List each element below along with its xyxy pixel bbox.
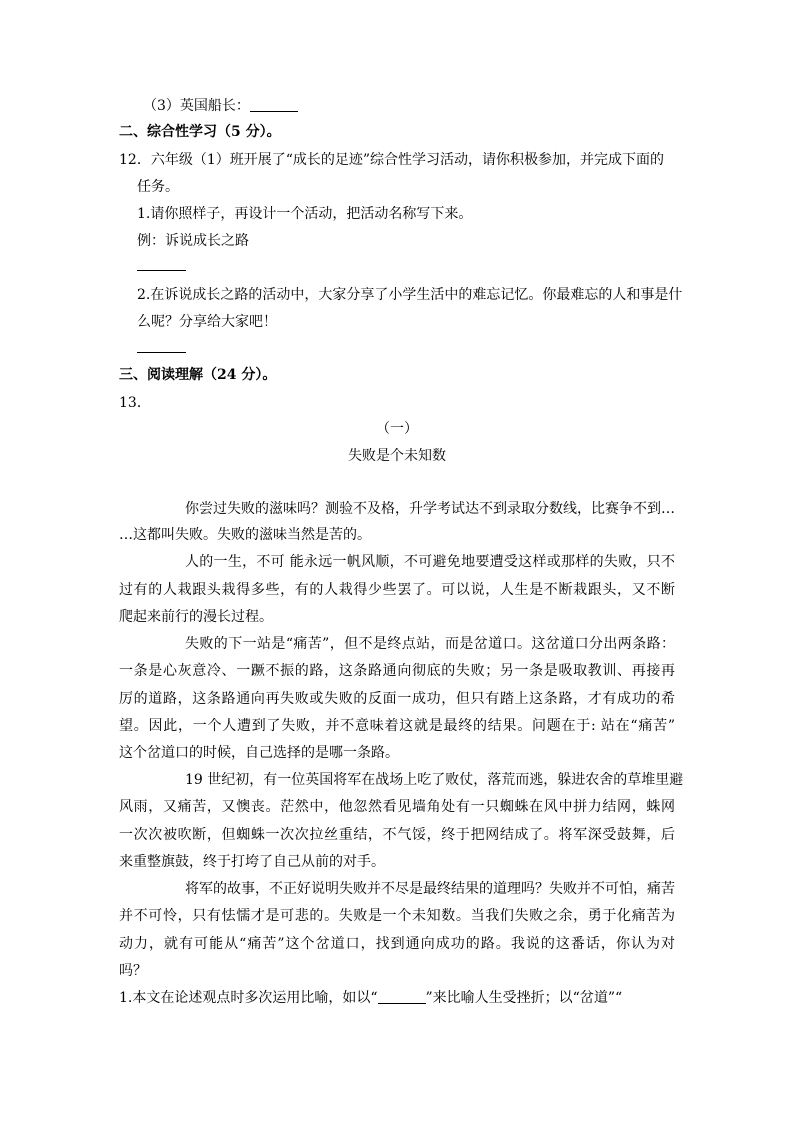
q11-item3 xyxy=(143,96,298,116)
passage-line: 一条是心灰意冷、一蹶不振的路，这条路通向彻底的失败；另一条是吸取教训、再接再 xyxy=(119,663,675,679)
passage-part-label: （一） xyxy=(376,421,418,437)
passage-line: 厉的道路，这条路通向再失败或失败的反面一成功，但只有踏上这条路，才有成功的希 xyxy=(119,691,675,707)
section2-heading: 二、综合性学习（5 分）。 xyxy=(119,124,281,140)
q13-number: 13． xyxy=(119,395,151,411)
passage-line: 你尝过失败的滋味吗？测验不及格，升学考试达不到录取分数线，比赛争不到… xyxy=(185,501,675,517)
q13-sub1-text-after: ”来比喻人生受挫折；以“岔道”“ xyxy=(425,990,623,1006)
passage-line: 风雨，又痛苦，又懊丧。茫然中，他忽然看见墙角处有一只蜘蛛在风中拼力结网，蛛网 xyxy=(119,799,675,815)
passage-line: 爬起来前行的漫长过程。 xyxy=(119,609,273,625)
passage-line: 来重整旗鼓，终于打垮了自己从前的对手。 xyxy=(119,854,385,870)
q12-example: 例：诉说成长之路 xyxy=(137,233,249,249)
passage-line: …这都叫失败。失败的滋味当然是苦的。 xyxy=(119,527,371,543)
passage-title: 失败是个未知数 xyxy=(348,448,446,464)
q12-task1: 1.请你照样子，再设计一个活动，把活动名称写下来。 xyxy=(137,206,473,222)
passage-line: 一次次被吹断，但蜘蛛一次次拉丝重结，不气馁，终于把网结成了。将军深受鼓舞，后 xyxy=(119,827,675,843)
passage-line: 并不可怜，只有怯懦才是可悲的。失败是一个未知数。当我们失败之余，勇于化痛苦为 xyxy=(119,908,675,924)
q13-sub1 xyxy=(119,988,622,1008)
passage-line: 过有的人栽跟头栽得多些，有的人栽得少些罢了。可以说，人生是不断栽跟头，又不断 xyxy=(119,582,675,598)
passage-line: 动力，就有可能从“痛苦”这个岔道口，找到通向成功的路。我说的这番话，你认为对 xyxy=(119,936,675,952)
q12-stem-line2: 任务。 xyxy=(137,179,179,195)
q12-stem-line1: 12．六年级（1）班开展了“成长的足迹”综合性学习活动，请你积极参加，并完成下面的 xyxy=(119,152,665,168)
q11-item3-label: （3）英国船长： xyxy=(143,98,250,114)
section3-heading: 三、阅读理解（24 分）。 xyxy=(119,367,277,383)
passage-line: 19 世纪初，有一位英国将军在战场上吃了败仗，落荒而逃，躲进农舍的草堆里避 xyxy=(185,772,684,788)
passage-line: 吗？ xyxy=(119,963,147,979)
passage-line: 将军的故事，不正好说明失败并不尽是最终结果的道理吗？失败并不可怕，痛苦 xyxy=(185,881,675,897)
q12-task2-answer-line[interactable] xyxy=(137,352,186,353)
passage-line: 失败的下一站是“痛苦”，但不是终点站，而是岔道口。这岔道口分出两条路： xyxy=(185,636,675,652)
passage-line: 这个岔道口的时候，自己选择的是哪一条路。 xyxy=(119,745,399,761)
q12-task2-line1: 2.在诉说成长之路的活动中，大家分享了小学生活中的难忘记忆。你最难忘的人和事是什 xyxy=(137,287,683,303)
answer-blank[interactable] xyxy=(250,97,298,112)
q12-task2-line2: 么呢？分享给大家吧！ xyxy=(137,314,277,330)
passage-line: 人的一生，不可 能永远一帆风顺，不可避免地要遭受这样或那样的失败，只不 xyxy=(185,554,675,570)
q13-sub1-text-before: 1.本文在论述观点时多次运用比喻，如以“ xyxy=(119,990,378,1006)
q12-task1-answer-line[interactable] xyxy=(137,270,186,271)
passage-line: 望。因此，一个人遭到了失败，并不意味着这就是最终的结果。问题在于: 站在“痛苦” xyxy=(119,718,675,734)
answer-blank[interactable] xyxy=(378,989,426,1004)
